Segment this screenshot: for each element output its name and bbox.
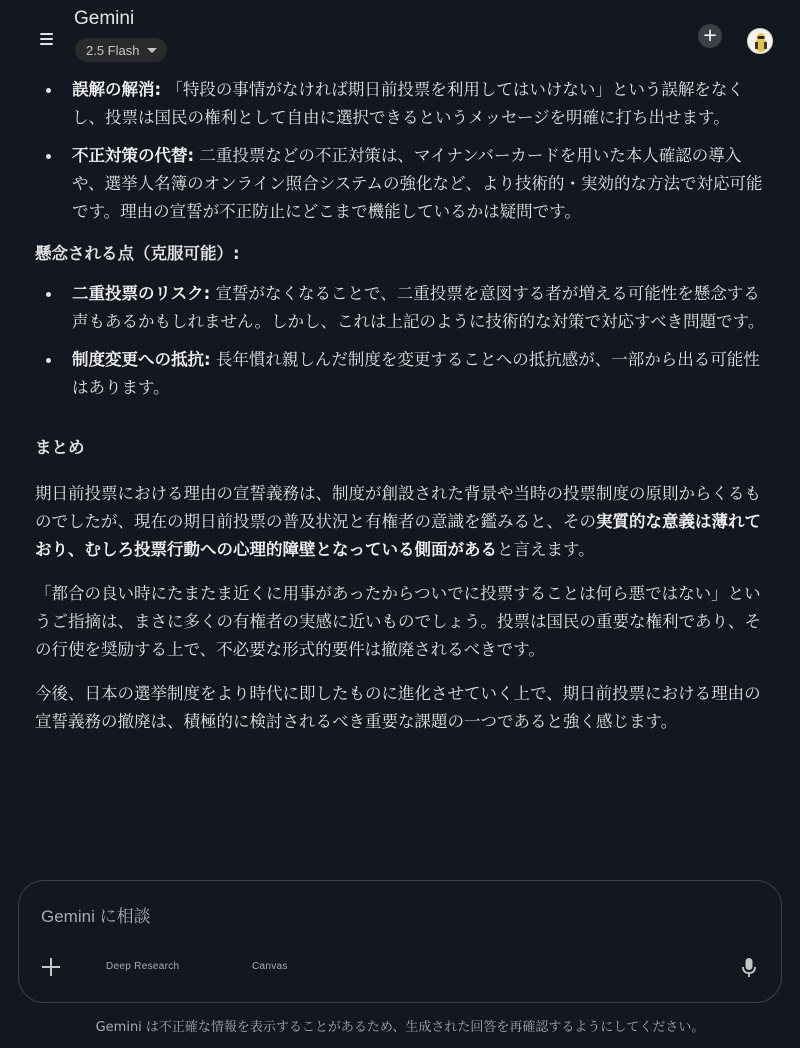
list-item [35,280,765,336]
summary-paragraph [35,480,765,564]
top-bar [0,0,800,72]
bullet-text: 二重投票などの不正対策は、マイナンバーカードを用いた本人確認の導入や、選挙人名簿のオンライン照合システムの強化など、より技術的・実効的な方法で対応可能です。理由の宣誓が不正防止にどこまで機能しているかは疑問です。 [72,146,763,221]
para-text: 期日前投票における理由の宣誓義務は、制度が創設された背景や当時の投票制度の原則からくるものでしたが、現在の期日前投票の普及状況と有権者の意識を鑑みると、その [35,484,761,531]
summary-heading: まとめ [35,438,85,457]
pros-list [35,76,765,226]
bullet-term: 二重投票のリスク: [72,284,211,303]
microphone-icon[interactable] [741,957,757,979]
prompt-input[interactable]: Gemini に相談 [41,907,151,926]
add-plus-icon[interactable] [39,955,63,979]
app-title: Gemini [74,8,135,29]
model-label: 2.5 Flash [86,42,140,58]
plus-icon: + [702,25,718,46]
hamburger-menu-icon[interactable] [35,27,59,51]
bullet-text: 「特段の事情がなければ期日前投票を利用してはいけない」という誤解をなくし、投票は国民の権利として自由に選択できるというメッセージを明確に打ち出せます。 [72,80,744,127]
bullet-text: 宣誓がなくなることで、二重投票を意図する者が増える可能性を懸念する声もあるかもしれません。しかし、これは上記のように技術的な対策で対応すべき問題です。 [72,284,765,331]
bullet-term: 制度変更への抵抗: [72,350,211,369]
prompt-input-box[interactable] [18,880,782,1003]
disclaimer-text: Gemini は不正確な情報を表示することがあるため、生成された回答を再確認するようにしてください。 [95,1020,705,1035]
summary-paragraph: 「都合の良い時にたまたま近くに用事があったからついでに投票することは何ら悪ではない」というご指摘は、まさに多くの有権者の実感に近いものでしょう。投票は国民の重要な権利であり、その行使を奨励する上で、不必要な形式的要件は撤廃されるべきです。 [35,584,761,659]
model-selector[interactable] [75,38,167,62]
list-item [35,142,765,226]
bullet-text: 長年慣れ親しんだ制度を変更することへの抵抗感が、一部から出る可能性はあります。 [72,350,760,397]
concerns-list [35,280,765,402]
para-text: と言えます。 [497,540,595,559]
para-emphasis: 実質的な意義は薄れており、むしろ投票行動への心理的障壁となっている側面がある [35,512,761,559]
list-item [35,76,765,132]
avatar-image [748,29,773,54]
list-item [35,346,765,402]
deep-research-button[interactable]: Deep Research [106,961,180,972]
caret-down-icon [147,48,157,53]
response-content [35,76,765,752]
bullet-term: 誤解の解消: [72,80,162,99]
concerns-heading: 懸念される点（克服可能）: [35,244,240,263]
canvas-button[interactable]: Canvas [252,961,288,972]
new-chat-button[interactable] [698,24,722,48]
user-avatar[interactable] [747,28,773,54]
summary-paragraph: 今後、日本の選挙制度をより時代に即したものに進化させていく上で、期日前投票における理由の宣誓義務の撤廃は、積極的に検討されるべき重要な課題の一つであると強く感じます。 [35,684,761,731]
bullet-term: 不正対策の代替: [72,146,195,165]
